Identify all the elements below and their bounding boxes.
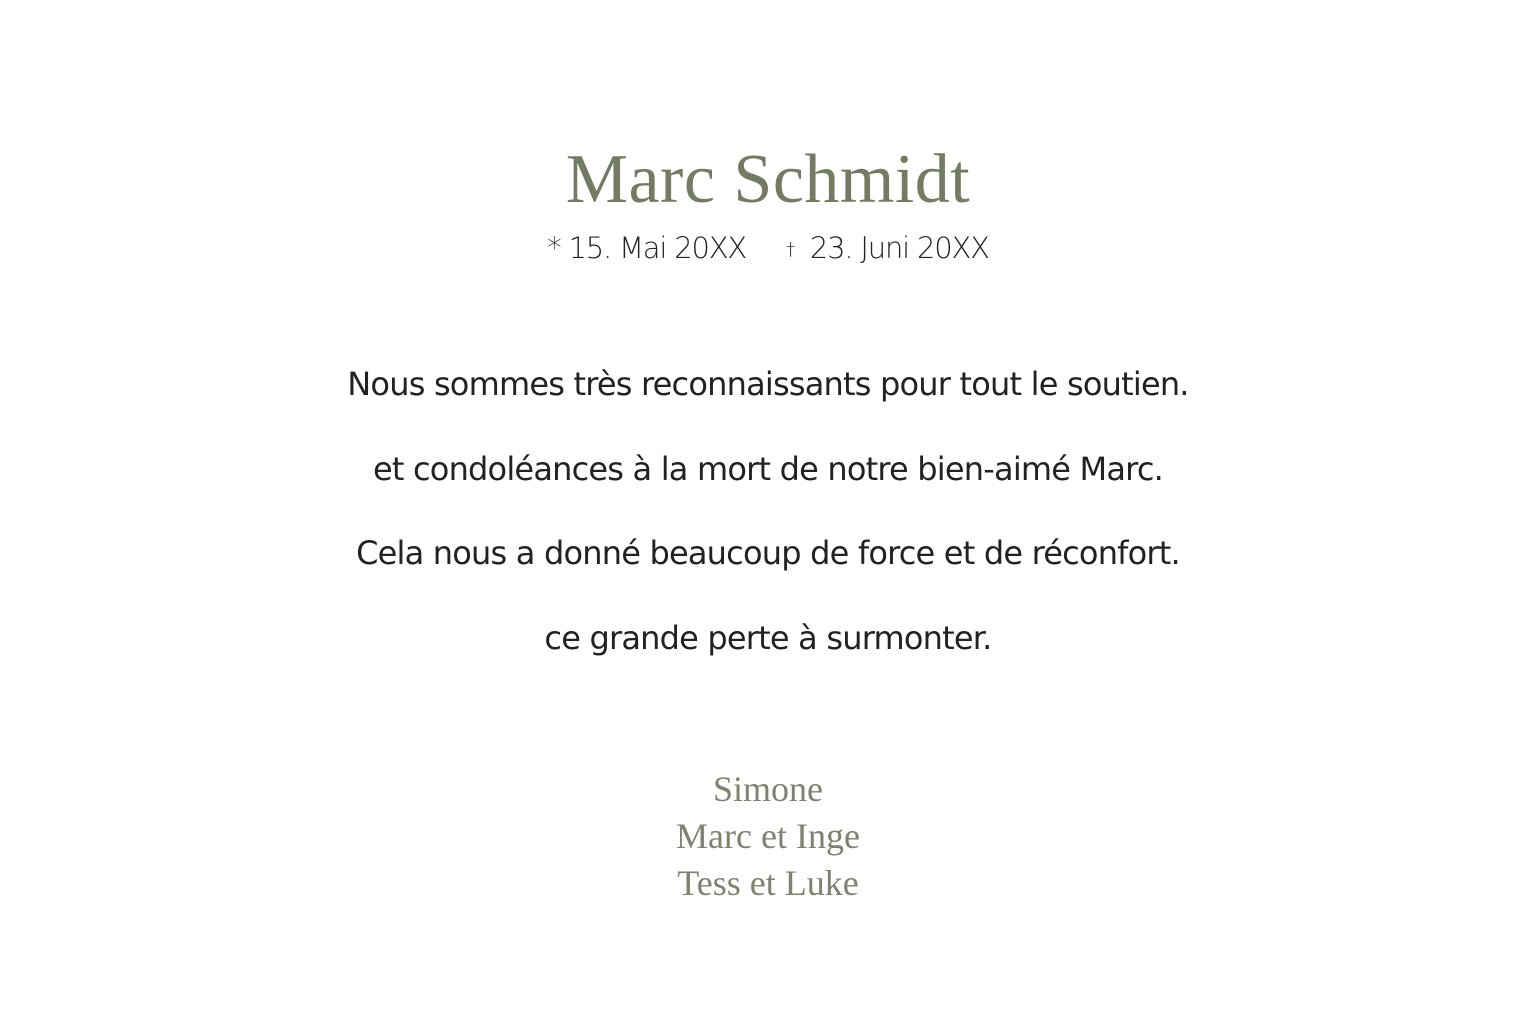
message-line-3: Cela nous a donné beaucoup de force et de réconfort.	[356, 534, 1180, 572]
signature-line-3: Tess et Luke	[677, 863, 859, 903]
message-line-2: et condoléances à la mort de notre bien-aimé Marc.	[372, 450, 1163, 488]
death-date: 23. Juni 20XX	[809, 231, 989, 265]
signature-line-2: Marc et Inge	[676, 816, 860, 856]
life-dates	[0, 228, 1536, 268]
message-line-1: Nous sommes très reconnaissants pour tout le soutien.	[347, 365, 1189, 403]
birth-date: 15. Mai 20XX	[568, 231, 747, 265]
message-line-4: ce grande perte à surmonter.	[544, 619, 992, 657]
deceased-name: Marc Schmidt	[565, 141, 971, 218]
signature-line-1: Simone	[712, 769, 823, 809]
death-symbol: †	[786, 239, 794, 260]
birth-symbol: *	[547, 231, 561, 265]
